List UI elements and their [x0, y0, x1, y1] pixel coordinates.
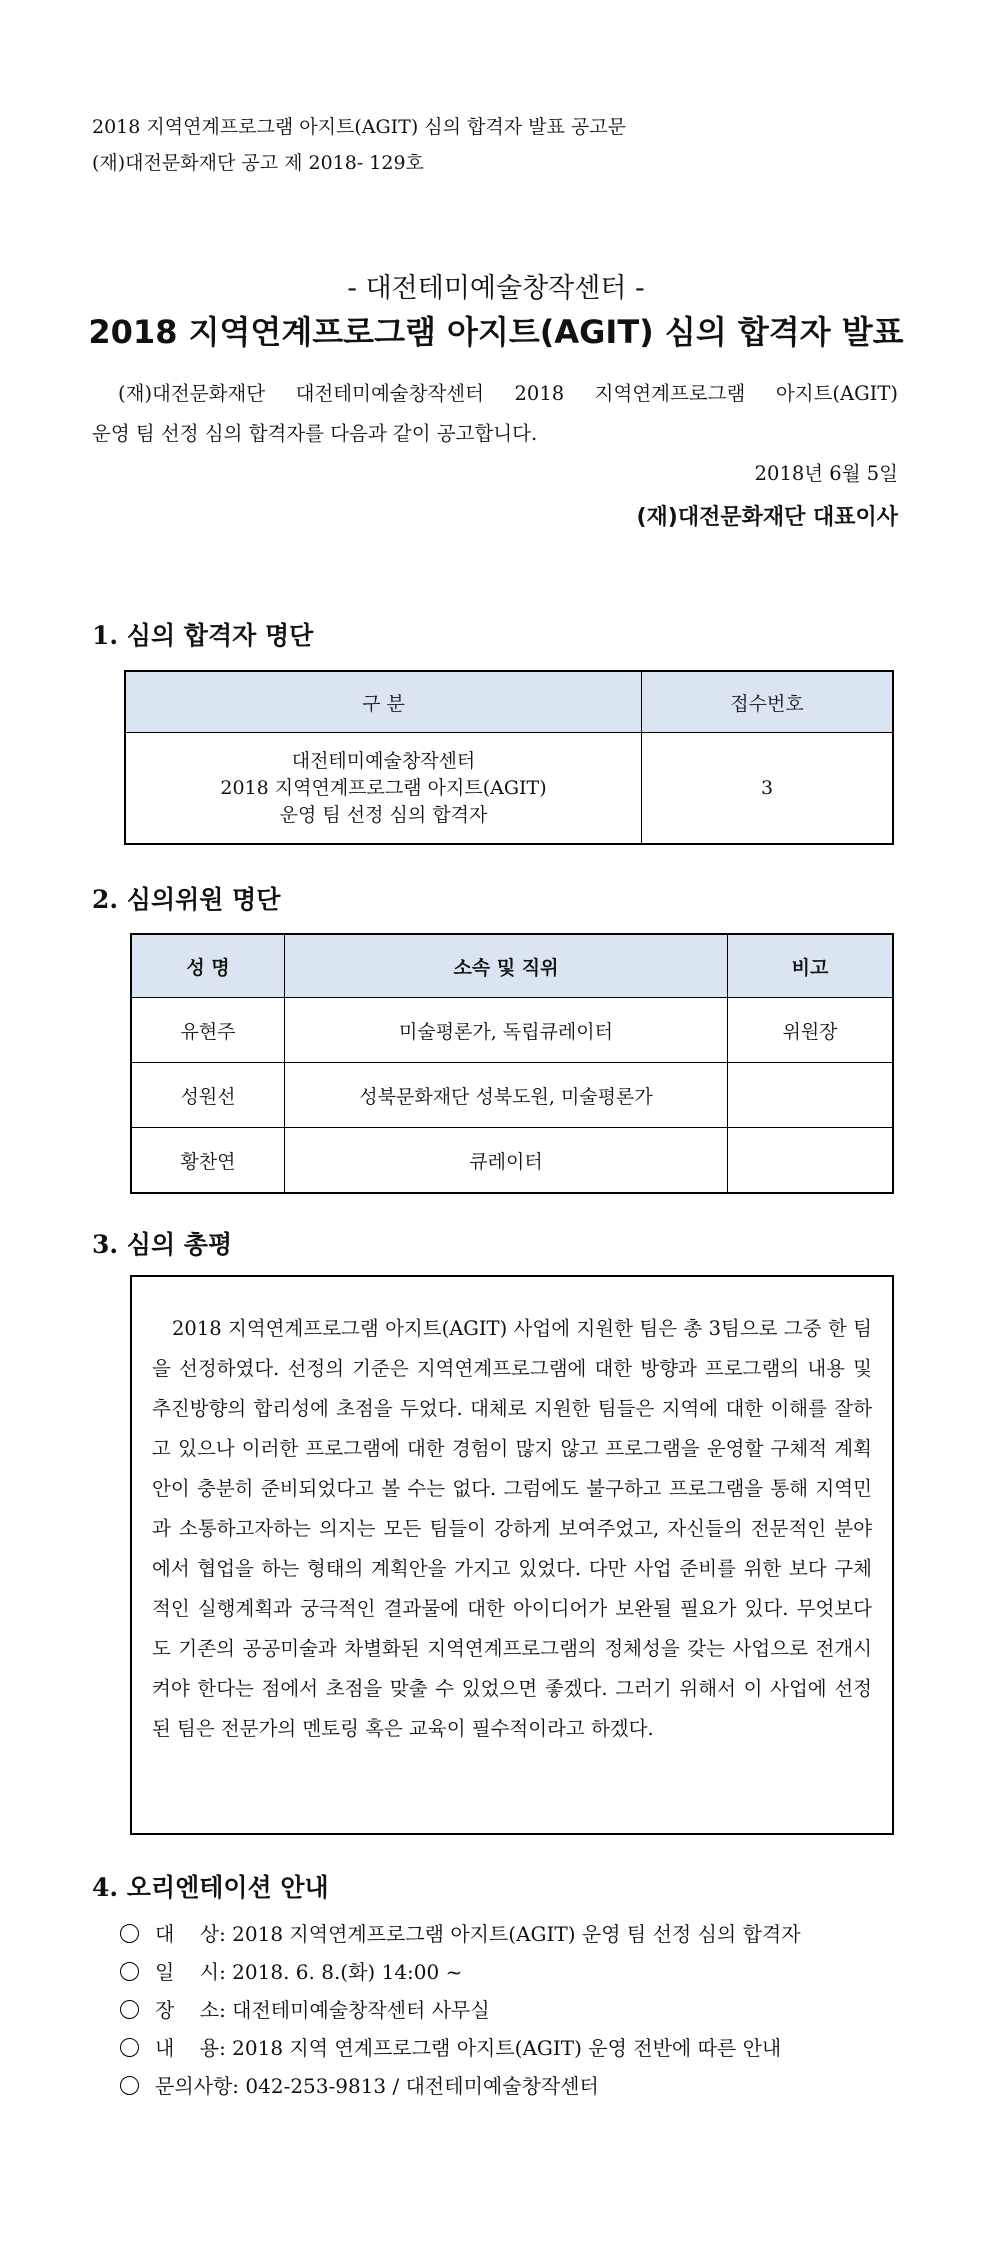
committee-table — [130, 933, 894, 1194]
section3-heading: 3. 심의 총평 — [92, 1230, 233, 1259]
orientation-value: 2018 지역 연계프로그램 아지트(AGIT) 운영 전반에 따른 안내 — [232, 2036, 782, 2060]
circle-bullet-icon — [120, 1924, 139, 1943]
section4-heading: 4. 오리엔테이션 안내 — [92, 1873, 329, 1902]
section1-heading: 1. 심의 합격자 명단 — [92, 621, 314, 650]
passer-table — [124, 670, 894, 845]
table-cell — [728, 1063, 894, 1128]
orientation-label: 일 시: — [155, 1960, 226, 1984]
category-line: 운영 팀 선정 심의 합격자 — [279, 803, 488, 826]
table-header-cell: 접수번호 — [642, 671, 894, 733]
orientation-value: 2018 지역연계프로그램 아지트(AGIT) 운영 팀 선정 심의 합격자 — [232, 1922, 801, 1946]
orientation-label: 문의사항: — [155, 2074, 240, 2098]
center-subtitle: - 대전테미예술창작센터 - — [347, 273, 645, 304]
table-cell: 큐레이터 — [285, 1128, 728, 1194]
table-row — [131, 1063, 893, 1128]
table-header-cell: 소속 및 직위 — [285, 934, 728, 998]
notice-date: 2018년 6월 5일 — [754, 462, 898, 485]
intro-line-1: (재)대전문화재단 대전테미예술창작센터 2018 지역연계프로그램 아지트(AGIT) — [118, 382, 898, 405]
table-header-cell: 비고 — [728, 934, 894, 998]
orientation-label: 내 용: — [155, 2036, 226, 2060]
table-cell: 유현주 — [131, 998, 285, 1063]
table-cell: 미술평론가, 독립큐레이터 — [285, 998, 728, 1063]
circle-bullet-icon — [120, 2038, 139, 2057]
table-row — [131, 998, 893, 1063]
table-cell: 황찬연 — [131, 1128, 285, 1194]
section2-heading: 2. 심의위원 명단 — [92, 885, 281, 914]
notice-title-line: 2018 지역연계프로그램 아지트(AGIT) 심의 합격자 발표 공고문 — [92, 116, 626, 138]
orientation-label: 장 소: — [155, 1998, 226, 2022]
table-cell — [728, 1128, 894, 1194]
circle-bullet-icon — [120, 1962, 139, 1981]
orientation-item — [120, 1994, 490, 2023]
table-header-row — [131, 934, 893, 998]
table-row — [131, 1128, 893, 1194]
intro-line-2: 운영 팀 선정 심의 합격자를 다음과 같이 공고합니다. — [92, 422, 538, 445]
orientation-item — [120, 2070, 599, 2099]
category-line: 2018 지역연계프로그램 아지트(AGIT) — [220, 776, 547, 799]
table-header-cell: 성 명 — [131, 934, 285, 998]
circle-bullet-icon — [120, 2076, 139, 2095]
table-cell: 위원장 — [728, 998, 894, 1063]
page-title: 2018 지역연계프로그램 아지트(AGIT) 심의 합격자 발표 — [88, 313, 904, 351]
table-cell — [125, 733, 642, 845]
category-line: 대전테미예술창작센터 — [291, 749, 476, 772]
table-cell: 성원선 — [131, 1063, 285, 1128]
signer: (재)대전문화재단 대표이사 — [636, 505, 898, 530]
table-row — [125, 733, 893, 845]
orientation-item — [120, 1956, 462, 1985]
orientation-value: 대전테미예술창작센터 사무실 — [232, 1998, 490, 2022]
notice-number: (재)대전문화재단 공고 제 2018- 129호 — [92, 152, 424, 174]
table-cell: 성북문화재단 성북도원, 미술평론가 — [285, 1063, 728, 1128]
orientation-value: 2018. 6. 8.(화) 14:00 ~ — [232, 1960, 463, 1984]
orientation-item — [120, 1918, 801, 1947]
table-header-row — [125, 671, 893, 733]
table-cell: 3 — [642, 733, 894, 845]
table-header-cell: 구 분 — [125, 671, 642, 733]
orientation-item — [120, 2032, 781, 2061]
review-summary-box — [130, 1275, 894, 1835]
orientation-value: 042-253-9813 / 대전테미예술창작센터 — [245, 2074, 599, 2098]
review-summary-text: 2018 지역연계프로그램 아지트(AGIT) 사업에 지원한 팀은 총 3팀으로 그중 한 팀을 선정하였다. 선정의 기준은 지역연계프로그램에 대한 방향과 프로그램의 내용 및 추진방향의 합리성에 초점을 두었다. 대체로 지원한 팀들은 지역에 대한 이해를 잘하고 있으나 이러한 프로그램에 대한 경험이 많지 않고 프로그램을 운영할 구체적 계획안이 충분히 준비되었다고 볼 수는 없다. 그럼에도 불구하고 프로그램을 통해 지역민과 소통하고자하는 의지는 모든 팀들이 강하게 보여주었고, 자신들의 전문적인 분야에서 협업을 하는 형태의 계획안을 가지고 있었다. 다만 사업 준비를 위한 보다 구체적인 실행계획과 궁극적인 결과물에 대한 아이디어가 보완될 필요가 있다. 무엇보다도 기존의 공공미술과 차별화된 지역연계프로그램의 정체성을 갖는 사업으로 전개시켜야 한다는 점에서 초점을 맞출 수 있었으면 좋겠다. 그러기 위해서 이 사업에 선정된 팀은 전문가의 멘토링 혹은 교육이 필수적이라고 하겠다. — [152, 1317, 872, 1740]
circle-bullet-icon — [120, 2000, 139, 2019]
orientation-label: 대 상: — [155, 1922, 226, 1946]
